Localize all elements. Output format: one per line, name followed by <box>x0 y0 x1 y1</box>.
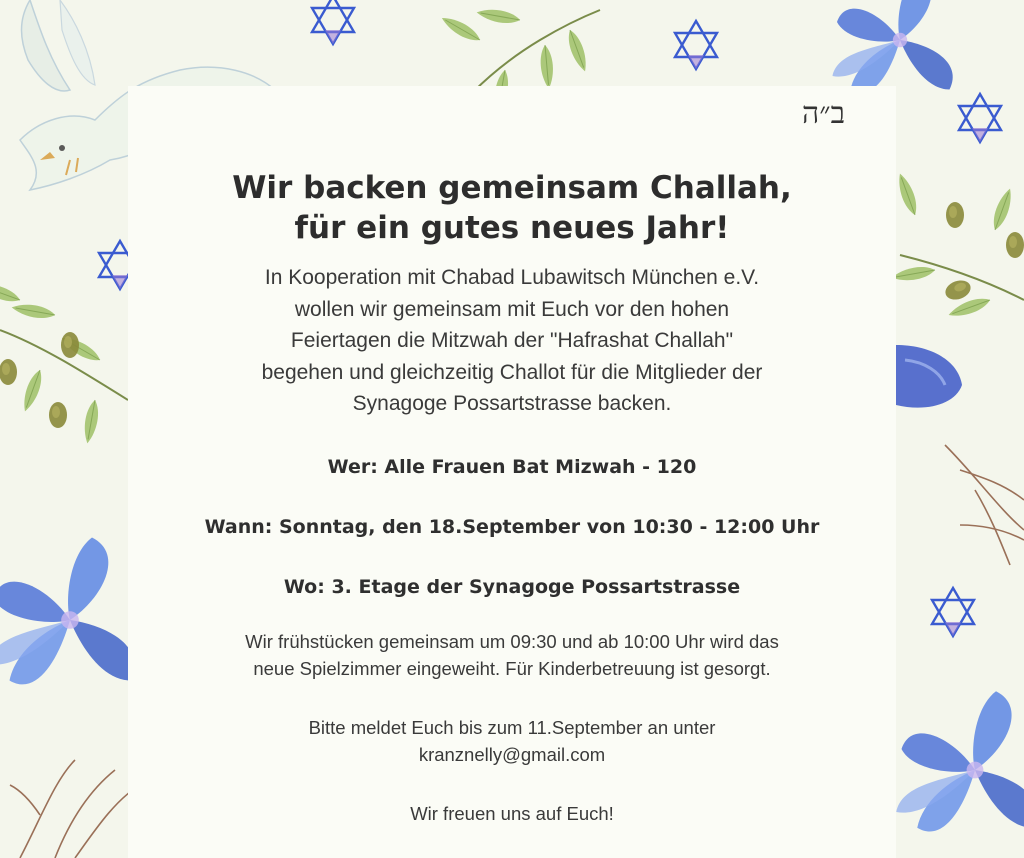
title-line: Wir backen gemeinsam Challah, <box>232 170 792 206</box>
olive-branch <box>891 172 1024 321</box>
intro-paragraph <box>170 262 854 420</box>
invitation-content <box>170 168 854 827</box>
registration-paragraph <box>170 714 854 768</box>
intro-line: Synagoge Possartstrasse backen. <box>352 392 672 415</box>
blue-flower <box>833 0 953 93</box>
blue-flower <box>0 538 134 685</box>
olive-branch <box>0 279 128 444</box>
breakfast-line: Wir frühstücken gemeinsam um 09:30 und ab 10:00 Uhr wird das <box>245 630 779 652</box>
star-of-david-icon <box>959 94 1001 142</box>
page-title <box>170 168 854 248</box>
star-of-david-icon <box>675 21 717 69</box>
title-line: für ein gutes neues Jahr! <box>294 210 730 246</box>
star-of-david-icon <box>932 588 974 636</box>
breakfast-paragraph <box>170 628 854 682</box>
blue-stone <box>896 345 962 408</box>
twig <box>10 760 140 858</box>
intro-line: begehen und gleichzeitig Challot für die Mitglieder der <box>261 360 763 384</box>
registration-line: Bitte meldet Euch bis zum 11.September an unter <box>308 716 716 738</box>
detail-when: Wann: Sonntag, den 18.September von 10:30 - 12:00 Uhr <box>204 515 820 538</box>
closing-text: Wir freuen uns auf Euch! <box>410 802 614 824</box>
intro-line: Feiertagen die Mitzwah der "Hafrashat Challah" <box>290 329 734 352</box>
intro-line: wollen wir gemeinsam mit Euch vor den hohen <box>294 297 730 321</box>
twig <box>945 445 1024 565</box>
hebrew-mark: ב״ה <box>802 96 846 131</box>
registration-email[interactable]: kranznelly@gmail.com <box>418 743 606 765</box>
star-of-david-icon <box>312 0 354 44</box>
detail-who: Wer: Alle Frauen Bat Mizwah - 120 <box>327 455 697 478</box>
blue-flower <box>896 691 1024 831</box>
detail-where: Wo: 3. Etage der Synagoge Possartstrasse <box>283 575 741 598</box>
breakfast-line: neue Spielzimmer eingeweiht. Für Kinderbetreuung ist gesorgt. <box>253 657 771 679</box>
intro-line: In Kooperation mit Chabad Lubawitsch München e.V. <box>264 266 760 289</box>
